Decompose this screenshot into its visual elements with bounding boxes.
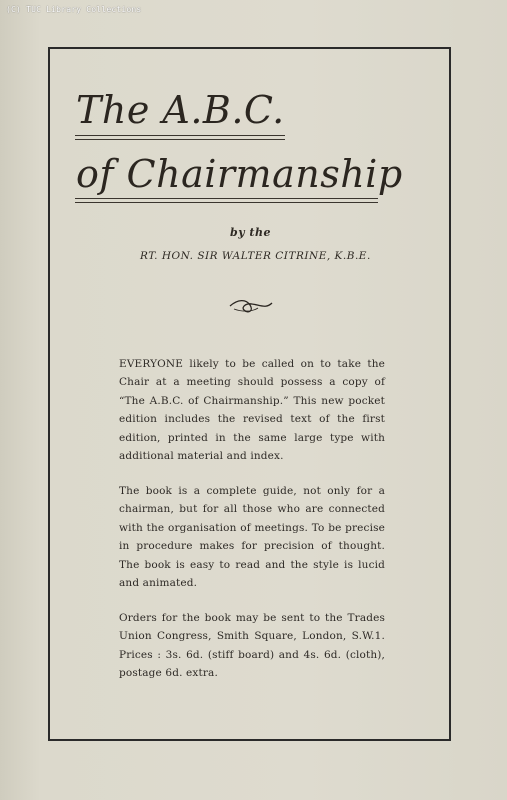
title-underline	[75, 202, 378, 203]
paragraph-guide: The book is a complete guide, not only for a chairman, but for all those who are connected with the organisation of meetings. To be precise in procedure makes for precision of thought. The book is easy to read and the style is lucid and animated.	[119, 485, 385, 590]
flourish-ornament	[228, 295, 274, 317]
author-name: RT. HON. SIR WALTER CITRINE, K.B.E.	[140, 250, 371, 262]
title-line-2: of Chairmanship	[76, 152, 403, 196]
title-underline	[75, 139, 285, 140]
copyright-watermark: (C) TUC Library Collections	[6, 5, 142, 14]
paragraph-orders: Orders for the book may be sent to the Trades Union Congress, Smith Square, London, S.W.1. Prices : 3s. 6d. (stiff board) and 4s. 6d. (cloth), postage 6d. extra.	[119, 612, 385, 680]
byline: by the	[230, 226, 271, 239]
title-line-1: The A.B.C.	[76, 88, 285, 132]
title-underline	[75, 135, 285, 136]
title-underline	[75, 198, 378, 199]
paragraph-description: EVERYONE likely to be called on to take the Chair at a meeting should possess a copy of “The A.B.C. of Chairmanship.” This new pocket edition includes the revised text of the first edition, printed in the same large type with additional material and index.	[119, 358, 385, 463]
